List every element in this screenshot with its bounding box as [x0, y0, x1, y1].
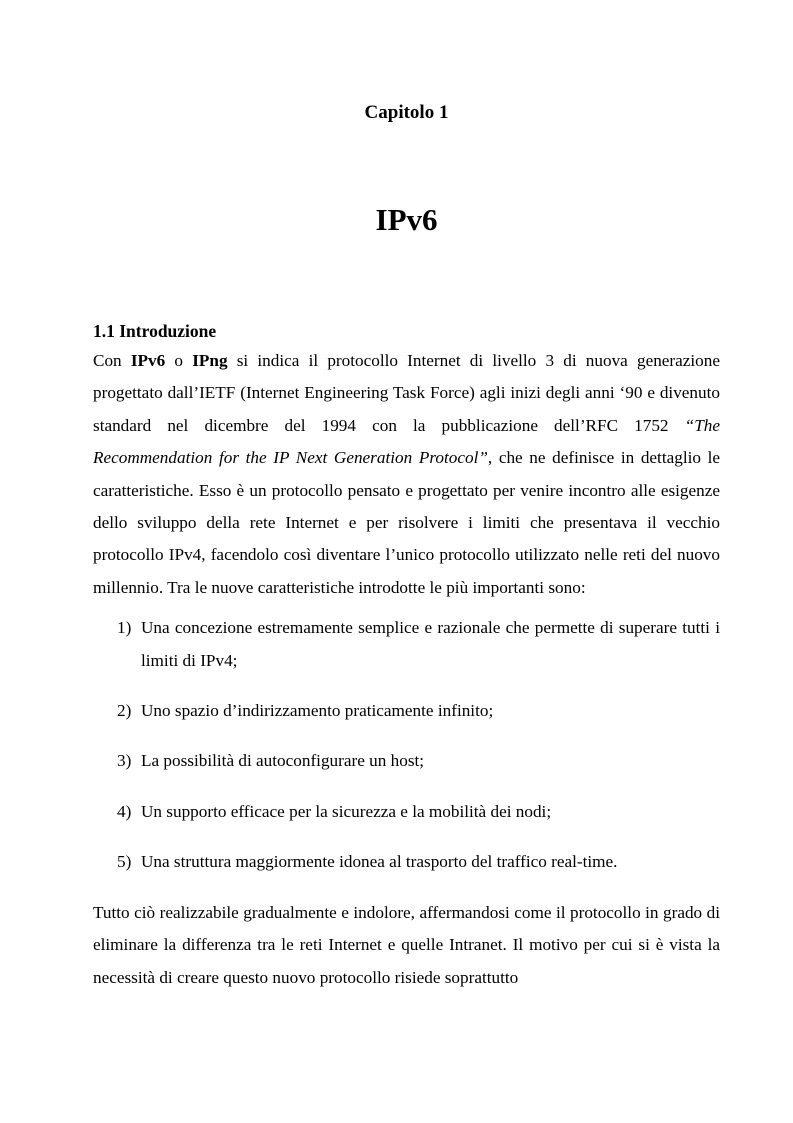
list-item-text: La possibilità di autoconfigurare un host;	[141, 751, 425, 771]
intro-text-or: o	[165, 351, 193, 370]
body-text	[93, 318, 720, 994]
list-item	[93, 612, 720, 677]
list-item-number: 1)	[117, 618, 132, 638]
list-item-number: 3)	[117, 751, 132, 771]
list-item-number: 5)	[117, 852, 132, 872]
term-ipv6: IPv6	[130, 351, 166, 370]
list-item	[93, 846, 720, 878]
intro-text-start: Con	[93, 351, 131, 370]
chapter-title: IPv6	[375, 202, 438, 237]
list-item	[93, 796, 720, 828]
list-item	[93, 695, 720, 727]
chapter-label: Capitolo 1	[364, 102, 449, 123]
list-item-number: 4)	[117, 801, 132, 821]
list-item	[93, 745, 720, 777]
rfc-title: “The Recommendation for the IP Next Generation Protocol”	[93, 415, 720, 468]
list-item-number: 2)	[117, 701, 132, 721]
intro-paragraph	[93, 345, 720, 604]
intro-text-end: , che ne definisce in dettaglio le caratteristiche. Esso è un protocollo pensato e progettato per venire incontro alle esigenze dello sviluppo della rete Internet e per risolvere i limiti che presentava il vecchio protocollo IPv4, facendolo così diventare l’unico protocollo utilizzato nelle reti del nuovo millennio. Tra le nuove caratteristiche introdotte le più importanti sono:	[93, 448, 720, 597]
intro-text-middle: si indica il protocollo Internet di livello 3 di nuova generazione progettato dall’IETF (Internet Engineering Task Force) agli inizi degli anni ‘90 e divenuto standard nel dicembre del 1994 con la pubblicazione dell’RFC 1752	[93, 351, 721, 435]
list-item-text: Un supporto efficace per la sicurezza e la mobilità dei nodi;	[141, 801, 552, 821]
closing-paragraph: Tutto ciò realizzabile gradualmente e indolore, affermandosi come il protocollo in grado di eliminare la differenza tra le reti Internet e quelle Intranet. Il motivo per cui si è vista la necessità di creare questo nuovo protocollo risiede soprattutto	[93, 902, 720, 987]
list-item-text: Uno spazio d’indirizzamento praticamente infinito;	[141, 701, 494, 721]
list-item-text: Una concezione estremamente semplice e razionale che permette di superare tutti i limiti di IPv4;	[141, 618, 720, 670]
term-ipng: IPng	[192, 351, 228, 370]
list-item-text: Una struttura maggiormente idonea al trasporto del traffico real-time.	[141, 852, 618, 872]
section-heading: 1.1 Introduzione	[93, 321, 217, 341]
feature-list	[93, 612, 720, 878]
